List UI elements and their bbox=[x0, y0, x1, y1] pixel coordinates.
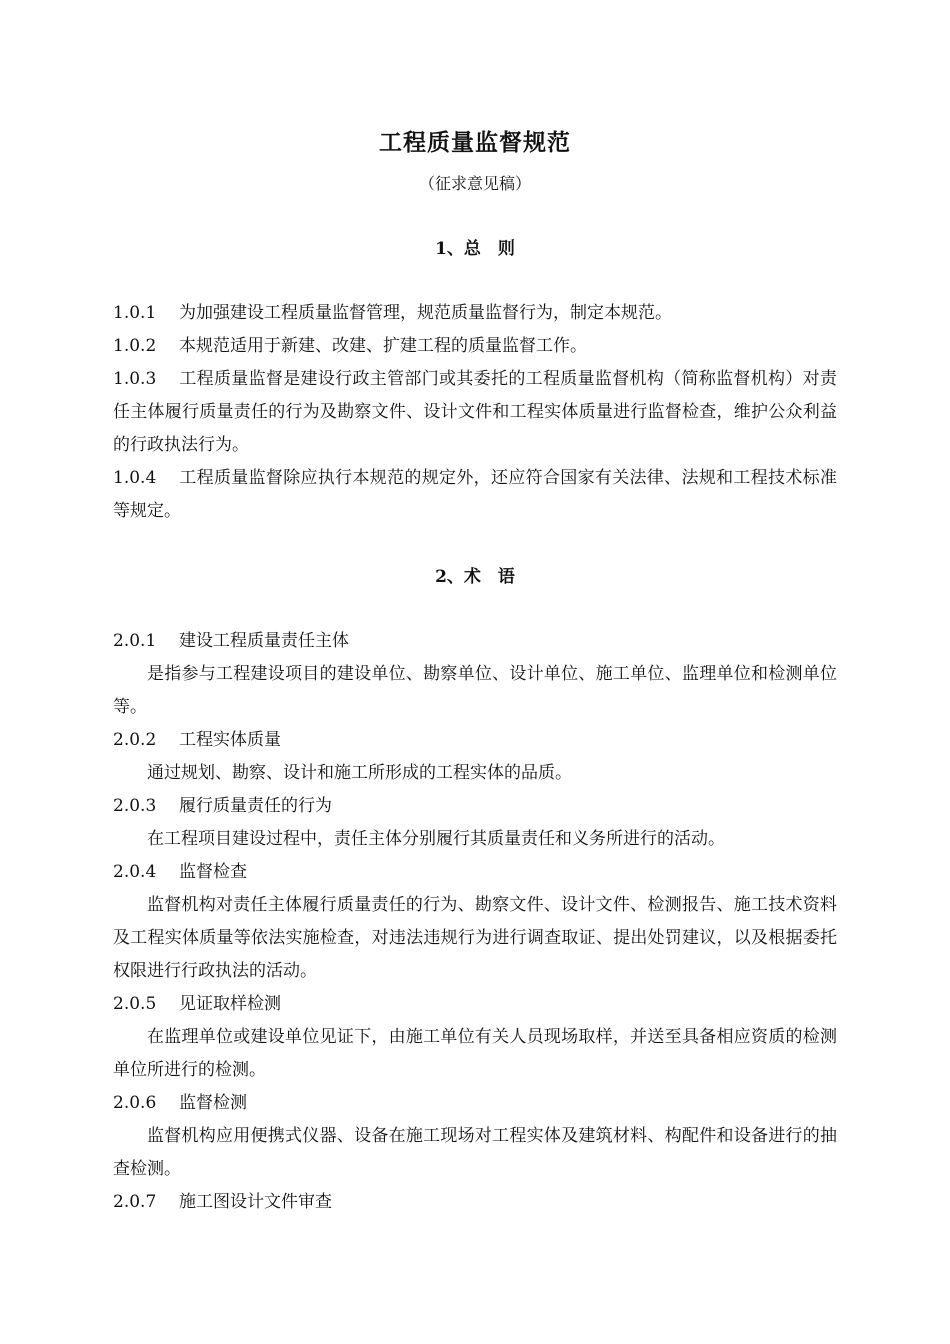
clause bbox=[113, 330, 837, 363]
term-heading bbox=[113, 1186, 837, 1219]
clause bbox=[113, 297, 837, 330]
section-general-body bbox=[113, 297, 837, 528]
term-heading bbox=[113, 988, 837, 1021]
term-definition: 通过规划、勘察、设计和施工所形成的工程实体的品质。 bbox=[147, 763, 572, 783]
term-number: 2.0.7 bbox=[113, 1192, 157, 1212]
term-definition: 在监理单位或建设单位见证下，由施工单位有关人员现场取样，并送至具备相应资质的检测单位所进行的检测。 bbox=[113, 1027, 837, 1080]
term-heading bbox=[113, 724, 837, 757]
term-heading bbox=[113, 790, 837, 823]
clause-number: 1.0.3 bbox=[113, 369, 157, 389]
document-title: 工程质量监督规范 bbox=[379, 129, 571, 156]
term-name: 施工图设计文件审查 bbox=[179, 1192, 332, 1212]
clause-text: 本规范适用于新建、改建、扩建工程的质量监督工作。 bbox=[179, 336, 587, 356]
term-number: 2.0.2 bbox=[113, 730, 157, 750]
document-subtitle: （征求意见稿） bbox=[418, 174, 531, 193]
term-heading bbox=[113, 1087, 837, 1120]
term-heading bbox=[113, 625, 837, 658]
clause bbox=[113, 462, 837, 528]
term-number: 2.0.5 bbox=[113, 994, 157, 1014]
section-terms-body bbox=[113, 625, 837, 1219]
term-number: 2.0.6 bbox=[113, 1093, 157, 1113]
clause bbox=[113, 363, 837, 462]
term-definition: 监督机构对责任主体履行质量责任的行为、勘察文件、设计文件、检测报告、施工技术资料及工程实体质量等依法实施检查，对违法违规行为进行调查取证、提出处罚建议，以及根据委托权限进行行政执法的活动。 bbox=[113, 895, 837, 981]
term-definition: 在工程项目建设过程中，责任主体分别履行其质量责任和义务所进行的活动。 bbox=[147, 829, 725, 849]
term-name: 履行质量责任的行为 bbox=[179, 796, 332, 816]
clause-number: 1.0.2 bbox=[113, 336, 157, 356]
term-name: 建设工程质量责任主体 bbox=[179, 631, 349, 651]
section-heading-general: 1、总 则 bbox=[435, 239, 515, 259]
clause-text: 为加强建设工程质量监督管理，规范质量监督行为，制定本规范。 bbox=[179, 303, 672, 323]
section-heading-terms: 2、术 语 bbox=[435, 567, 515, 587]
term-heading bbox=[113, 856, 837, 889]
term-name: 监督检测 bbox=[179, 1093, 247, 1113]
term-name: 工程实体质量 bbox=[179, 730, 281, 750]
term-definition: 是指参与工程建设项目的建设单位、勘察单位、设计单位、施工单位、监理单位和检测单位等。 bbox=[113, 664, 837, 717]
term-name: 见证取样检测 bbox=[179, 994, 281, 1014]
clause-number: 1.0.1 bbox=[113, 303, 157, 323]
clause-number: 1.0.4 bbox=[113, 468, 157, 488]
clause-text: 工程质量监督除应执行本规范的规定外，还应符合国家有关法律、法规和工程技术标准等规定。 bbox=[113, 468, 837, 521]
term-definition: 监督机构应用便携式仪器、设备在施工现场对工程实体及建筑材料、构配件和设备进行的抽查检测。 bbox=[113, 1126, 837, 1179]
clause-text: 工程质量监督是建设行政主管部门或其委托的工程质量监督机构（简称监督机构）对责任主体履行质量责任的行为及勘察文件、设计文件和工程实体质量进行监督检查，维护公众利益的行政执法行为。 bbox=[113, 369, 837, 455]
term-number: 2.0.4 bbox=[113, 862, 157, 882]
term-number: 2.0.1 bbox=[113, 631, 157, 651]
term-number: 2.0.3 bbox=[113, 796, 157, 816]
term-name: 监督检查 bbox=[179, 862, 247, 882]
